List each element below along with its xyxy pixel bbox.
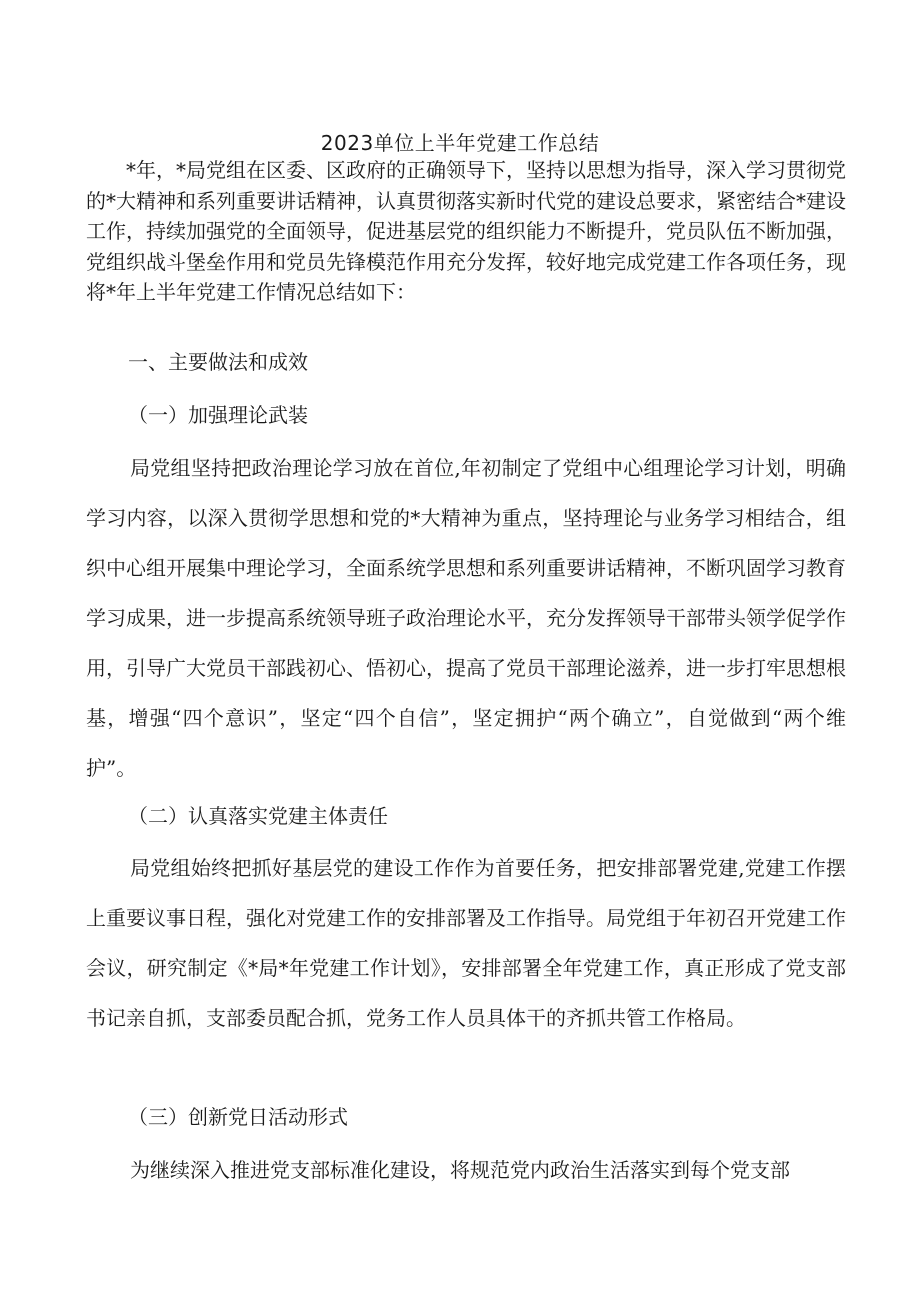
intro-paragraph: *年，*局党组在区委、区政府的正确领导下，坚持以思想为指导，深入学习贯彻党的*大精神和系列重要讲话精神，认真贯彻落实新时代党的建设总要求，紧密结合*建设工作，持续加强党的全面领导，促进基层党的组织能力不断提升，党员队伍不断加强，党组织战斗堡垒作用和党员先锋模范作用充分发挥，较好地完成党建工作各项任务，现将*年上半年党建工作情况总结如下： (86, 158, 846, 304)
section-heading-main-practices: 一、主要做法和成效 (128, 350, 308, 374)
subsection-heading-responsibility: （二）认真落实党建主体责任 (128, 804, 388, 828)
subsection-body-responsibility: 局党组始终把抓好基层党的建设工作作为首要任务，把安排部署党建,党建工作摆上重要议事日程，强化对党建工作的安排部署及工作指导。局党组于年初召开党建工作会议，研究制定《*局*年党建工作计划》，安排部署全年党建工作，真正形成了党支部书记亲自抓，支部委员配合抓，党务工作人员具体干的齐抓共管工作格局。 (86, 856, 846, 1030)
subsection-body-theory: 局党组坚持把政治理论学习放在首位,年初制定了党组中心组理论学习计划，明确学习内容，以深入贯彻学思想和党的*大精神为重点，坚持理论与业务学习相结合，组织中心组开展集中理论学习，全面系统学思想和系列重要讲话精神，不断巩固学习教育学习成果，进一步提高系统领导班子政治理论水平，充分发挥领导干部带头领学促学作用，引导广大党员干部践初心、悟初心，提高了党员干部理论滋养，进一步打牢思想根基，增强“四个意识”，坚定“四个自信”，坚定拥护“两个确立”，自觉做到“两个维护”。 (86, 456, 846, 780)
subsection-body-party-day: 为继续深入推进党支部标准化建设，将规范党内政治生活落实到每个党支部 (130, 1158, 790, 1182)
document-title: 2023单位上半年党建工作总结 (320, 131, 600, 155)
subsection-heading-party-day: （三）创新党日活动形式 (128, 1105, 348, 1129)
subsection-heading-theory: （一）加强理论武装 (128, 403, 308, 427)
